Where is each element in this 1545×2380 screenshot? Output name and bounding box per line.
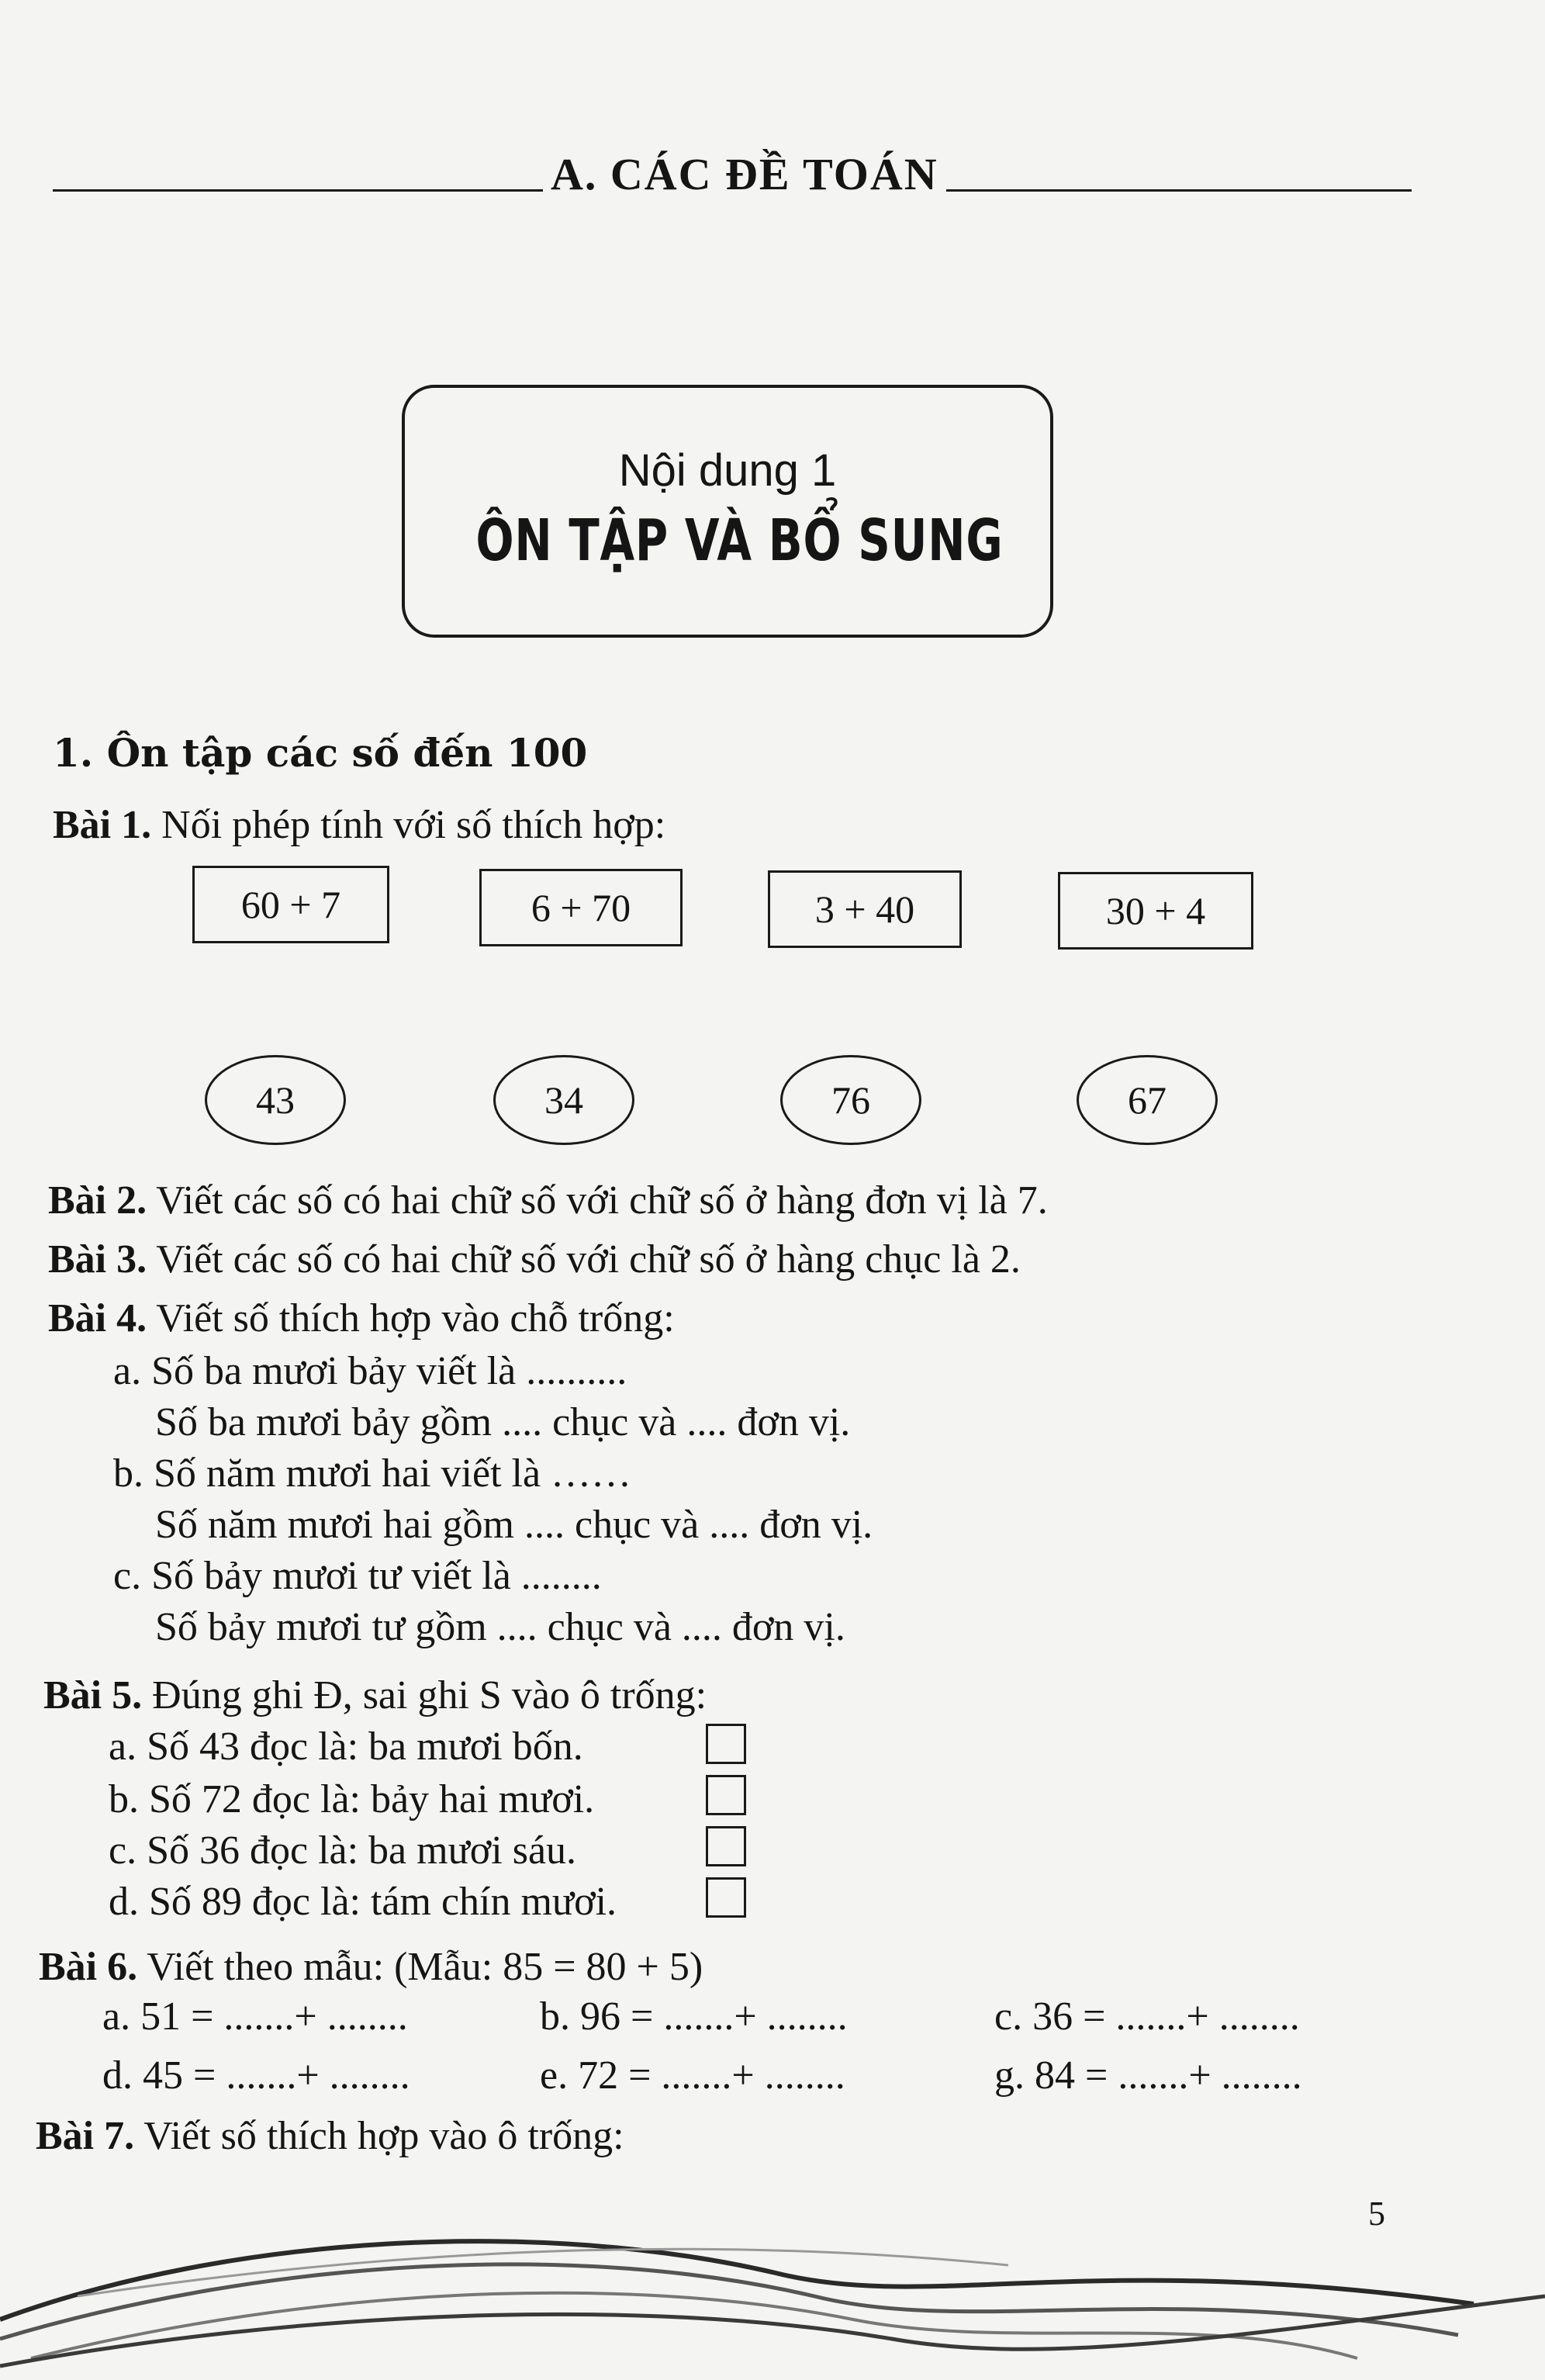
exercise-4-line: Số năm mươi hai gồm .... chục và .... đơn vị. bbox=[155, 1503, 873, 1547]
exercise-4-line: b. Số năm mươi hai viết là …… bbox=[113, 1451, 632, 1496]
expression-box[interactable]: 3 + 40 bbox=[768, 870, 962, 948]
exercise-2-text: Viết các số có hai chữ số với chữ số ở hàng đơn vị là 7. bbox=[156, 1178, 1048, 1223]
exercise-4 bbox=[48, 1296, 675, 1340]
exercise-3-label: Bài 3. bbox=[48, 1237, 147, 1282]
exercise-6-item: a. 51 = .......+ ........ bbox=[102, 1994, 408, 2039]
exercise-5-item: b. Số 72 đọc là: bảy hai mươi. bbox=[109, 1777, 595, 1821]
expression-box[interactable]: 30 + 4 bbox=[1058, 872, 1253, 950]
chapter-subtitle: Nội dung 1 bbox=[618, 445, 837, 496]
exercise-4-label: Bài 4. bbox=[48, 1296, 147, 1340]
exercise-4-line: Số bảy mươi tư gồm .... chục và .... đơn vị. bbox=[155, 1605, 845, 1649]
exercise-6-item: b. 96 = .......+ ........ bbox=[540, 1994, 848, 2039]
exercise-7-label: Bài 7. bbox=[36, 2114, 135, 2158]
expression-box[interactable]: 60 + 7 bbox=[192, 866, 389, 943]
answer-checkbox[interactable] bbox=[706, 1724, 746, 1764]
answer-checkbox[interactable] bbox=[706, 1775, 746, 1815]
answer-checkbox[interactable] bbox=[706, 1826, 746, 1866]
exercise-6-item: d. 45 = .......+ ........ bbox=[102, 2053, 410, 2098]
exercise-5-label: Bài 5. bbox=[43, 1673, 143, 1718]
chapter-title: ÔN TẬP VÀ BỔ SUNG bbox=[475, 507, 1004, 574]
exercise-3-text: Viết các số có hai chữ số với chữ số ở hàng chục là 2. bbox=[156, 1237, 1021, 1282]
exercise-5-item: a. Số 43 đọc là: ba mươi bốn. bbox=[109, 1724, 583, 1769]
number-oval[interactable]: 76 bbox=[780, 1055, 921, 1145]
number-oval[interactable]: 43 bbox=[205, 1055, 346, 1145]
exercise-6-item: e. 72 = .......+ ........ bbox=[540, 2053, 845, 2098]
exercise-3 bbox=[48, 1237, 1021, 1282]
exercise-4-line: a. Số ba mươi bảy viết là .......... bbox=[113, 1349, 627, 1393]
section-title: 1. Ôn tập các số đến 100 bbox=[53, 730, 588, 776]
exercise-6-label: Bài 6. bbox=[39, 1945, 138, 1989]
exercise-4-line: Số ba mươi bảy gồm .... chục và .... đơn vị. bbox=[155, 1400, 851, 1444]
exercise-6-item: c. 36 = .......+ ........ bbox=[994, 1994, 1300, 2039]
exercise-4-text: Viết số thích hợp vào chỗ trống: bbox=[156, 1296, 675, 1340]
exercise-2-label: Bài 2. bbox=[48, 1178, 147, 1223]
number-oval[interactable]: 67 bbox=[1077, 1055, 1218, 1145]
exercise-5-item: c. Số 36 đọc là: ba mươi sáu. bbox=[109, 1828, 577, 1873]
page-number: 5 bbox=[1368, 2195, 1385, 2233]
exercise-5 bbox=[43, 1673, 707, 1718]
exercise-7 bbox=[36, 2116, 624, 2157]
exercise-5-item: d. Số 89 đọc là: tám chín mươi. bbox=[109, 1880, 617, 1924]
exercise-1-label: Bài 1. bbox=[53, 803, 152, 847]
exercise-7-text: Viết số thích hợp vào ô trống: bbox=[143, 2114, 624, 2158]
exercise-6 bbox=[39, 1947, 703, 1987]
exercise-4-line: c. Số bảy mươi tư viết là ........ bbox=[113, 1554, 602, 1598]
number-oval[interactable]: 34 bbox=[493, 1055, 634, 1145]
footer-wave-decoration bbox=[0, 2203, 1545, 2380]
header-title: A. CÁC ĐỀ TOÁN bbox=[543, 152, 946, 197]
exercise-1 bbox=[53, 805, 665, 846]
exercise-6-text: Viết theo mẫu: (Mẫu: 85 = 80 + 5) bbox=[147, 1945, 703, 1989]
exercise-6-item: g. 84 = .......+ ........ bbox=[994, 2053, 1302, 2098]
chapter-box bbox=[402, 385, 1053, 638]
exercise-5-text: Đúng ghi Đ, sai ghi S vào ô trống: bbox=[152, 1673, 707, 1718]
expression-box[interactable]: 6 + 70 bbox=[479, 869, 683, 946]
exercise-1-text: Nối phép tính với số thích hợp: bbox=[161, 803, 666, 847]
answer-checkbox[interactable] bbox=[706, 1877, 746, 1918]
exercise-2 bbox=[48, 1178, 1048, 1223]
